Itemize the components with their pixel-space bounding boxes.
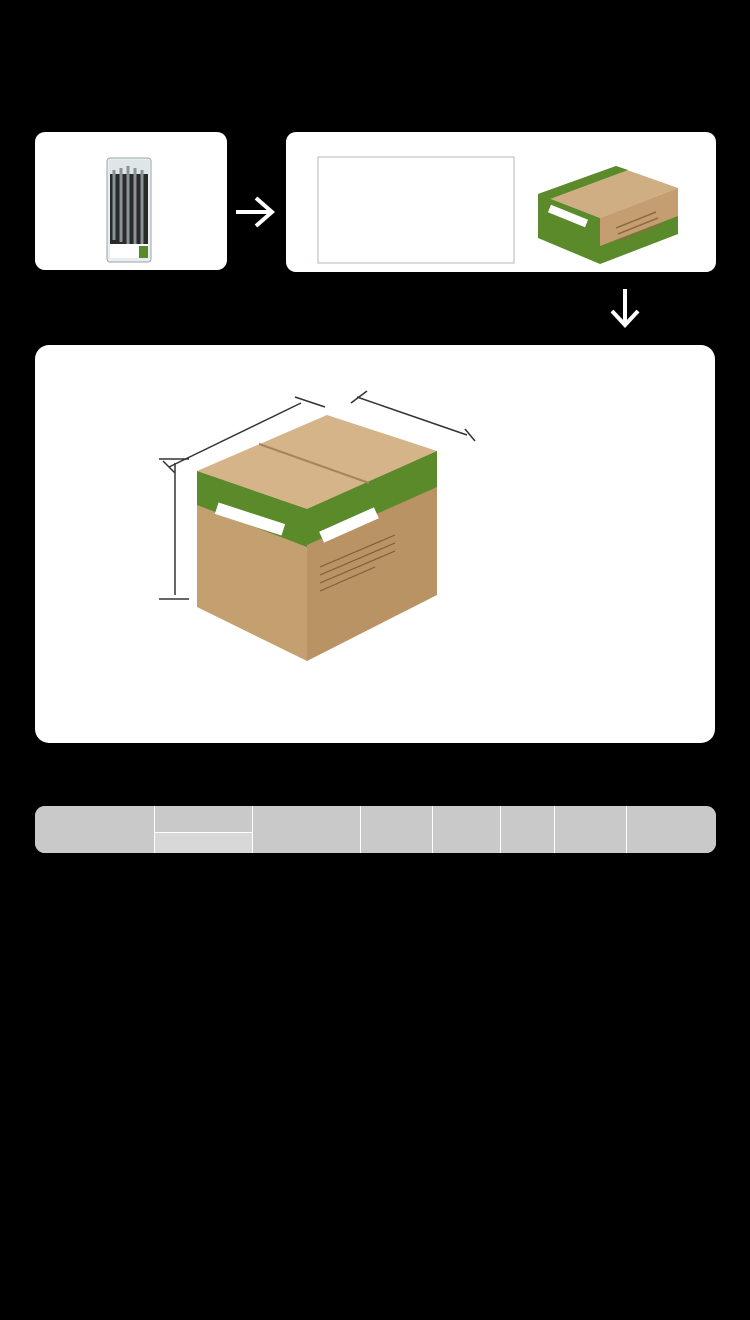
header-art bbox=[154, 806, 252, 853]
header-art-bottom bbox=[155, 833, 252, 853]
header-diameter bbox=[252, 806, 360, 853]
inner-box-image bbox=[286, 132, 716, 272]
plastic-box-image bbox=[35, 132, 227, 270]
carton-panel bbox=[35, 345, 715, 743]
table-header-row bbox=[35, 806, 716, 853]
packing-spec-table bbox=[35, 806, 716, 853]
carton-image bbox=[35, 345, 715, 743]
arrow-right-icon bbox=[232, 192, 278, 232]
header-carton bbox=[500, 806, 554, 853]
header-plastic bbox=[360, 806, 432, 853]
inner-box-panel bbox=[286, 132, 716, 272]
header-size bbox=[626, 806, 716, 853]
header-gross bbox=[554, 806, 626, 853]
arrow-down-icon bbox=[608, 285, 642, 331]
single-pack-panel bbox=[35, 132, 227, 270]
header-inner bbox=[432, 806, 500, 853]
header-art-top bbox=[155, 806, 252, 833]
header-model bbox=[35, 806, 154, 853]
